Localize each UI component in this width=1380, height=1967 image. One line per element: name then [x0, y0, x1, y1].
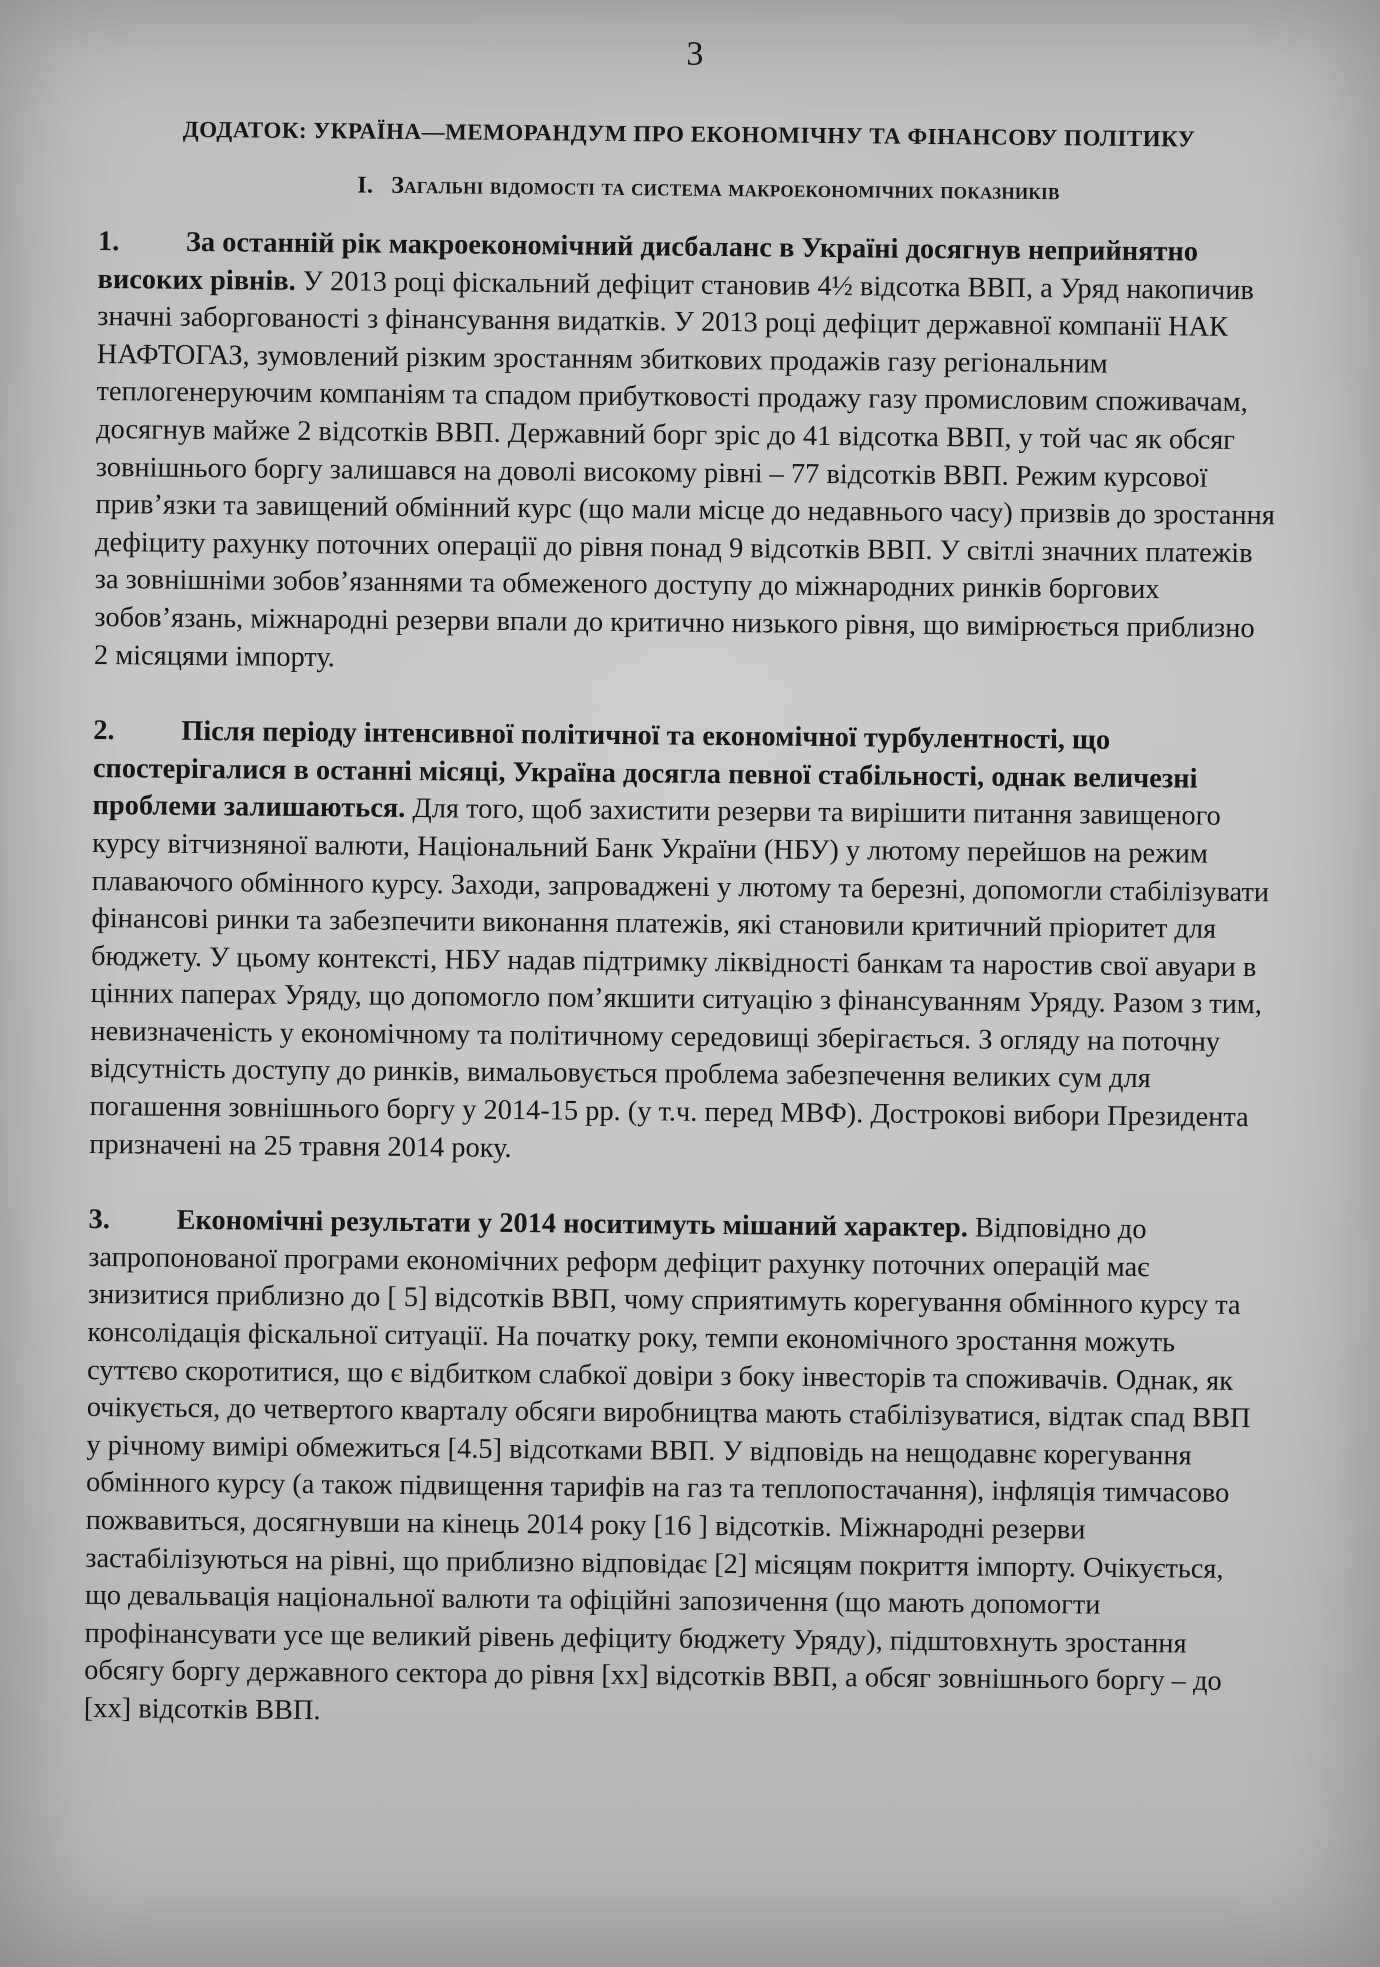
section-numeral: I.: [357, 172, 374, 199]
paragraph-1: [94, 223, 1278, 685]
page-number: 3: [686, 35, 704, 73]
paragraph-lead: За останній рік макроекономічний дисбаланс в Україні досягнув неприйнятно високих рівнів.: [97, 226, 1199, 297]
document-title: ДОДАТОК: УКРАЇНА—МЕМОРАНДУМ ПРО ЕКОНОМІЧНУ ТА ФІНАНСОВУ ПОЛІТИКУ: [182, 116, 1196, 152]
paragraph-lead: Після періоду інтенсивної політичної та економічної турбулентності, що спостерігалися в останні місяці, Україна досягла певної стабільності, однак величезні проблеми залишаються.: [92, 715, 1198, 825]
paragraph-number: 2.: [93, 715, 115, 747]
paragraph-number: 1.: [97, 225, 120, 258]
paragraph-body: Відповідно до запропонованої програми економічних реформ дефіцит рахунку поточних операцій має знизитися приблизно до [ 5] відсотків ВВП, чому сприятимуть корегування обмінного курсу та консолідація фіскальної ситуації. На початку року, темпи економічного зростання можуть суттєво скоротитися, що є відбитком слабкої довіри з боку інвесторів та споживачів. Однак, як очікується, до четвертого кварталу обсяги виробництва мають стабілізуватися, відтак спад ВВП у річному вимірі обмежиться [4.5] відсотками ВВП. У відповідь на нещодавнє корегування обмінного курсу (а також підвищення тарифів на газ та теплопостачання), інфляція тимчасово пожвавиться, досягнувши на кінець 2014 року [16 ] відсотків. Міжнародні резерви застабілізуються на рівні, що приблизно відповідає [2] місяцям покриття імпорту. Очікується, що девальвація національної валюти та офіційні запозичення (що мають допомогти профінансувати усе ще великий рівень дефіциту бюджету Уряду), підштовхнуть зростання обсягу боргу державного сектора до рівня [xx] відсотків ВВП, а обсяг зовнішнього боргу – до [xx] відсотків ВВП.: [83, 1212, 1251, 1727]
paragraph-3: [84, 1201, 1269, 1739]
paragraph-body: Для того, щоб захистити резерви та вирішити питання завищеного курсу вітчизняної валюти, Національний Банк України (НБУ) у лютому перейшов на режим плаваючого обмінного курсу. Заходи, запроваджені у лютому та березні, допомогли стабілізувати фінансові ринки та забезпечити виконання платежів, які становили критичний пріоритет для бюджету. У цьому контексті, НБУ надав підтримку ліквідності банкам та наростив свої авуари в цінних паперах Уряду, що допомогло пом’якшити ситуацію з фінансуванням Уряду. Разом з тим, невизначеність у економічному та політичному середовищі зберігається. З огляду на поточну відсутність доступу до ринків, вимальовується проблема забезпечення великих сум для погашення зовнішнього боргу у 2014-15 рр. (у т.ч. перед МВФ). Дострокові вибори Президента призначені на 25 травня 2014 року.: [89, 793, 1270, 1164]
page-content: [83, 30, 1280, 1777]
paragraph-2: [89, 712, 1273, 1174]
paragraph-body: У 2013 році фіскальний дефіцит становив 4½ відсотка ВВП, а Уряд накопичив значні заборгованості з фінансування видатків. У 2013 році дефіцит державної компанії НАК НАФТОГАЗ, зумовлений різким зростанням збиткових продажів газу регіональним теплогенеруючим компаніям та спадом прибутковості продажу газу промисловим споживачам, досягнув майже 2 відсотків ВВП. Державний борг зріс до 41 відсотка ВВП, у той час як обсяг зовнішнього боргу залишався на доволі високому рівні – 77 відсотків ВВП. Режим курсової прив’язки та завищений обмінний курс (що мали місце до недавнього часу) призвів до зростання дефіциту рахунку поточних операції до рівня понад 9 відсотків ВВП. У світлі значних платежів за зовнішніми зобов’язаннями та обмеженого доступу до міжнародних ринків боргових зобов’язань, міжнародні резерви впали до критично низького рівня, що вимірюється приблизно 2 місяцями імпорту.: [93, 265, 1276, 673]
section-title: Загальні відомості та система макроекономічних показників: [391, 172, 1060, 206]
paragraph-number: 3.: [88, 1204, 111, 1236]
section-heading: [138, 170, 1278, 208]
paragraph-lead: Економічні результати у 2014 носитимуть мішаний характер.: [176, 1205, 969, 1244]
